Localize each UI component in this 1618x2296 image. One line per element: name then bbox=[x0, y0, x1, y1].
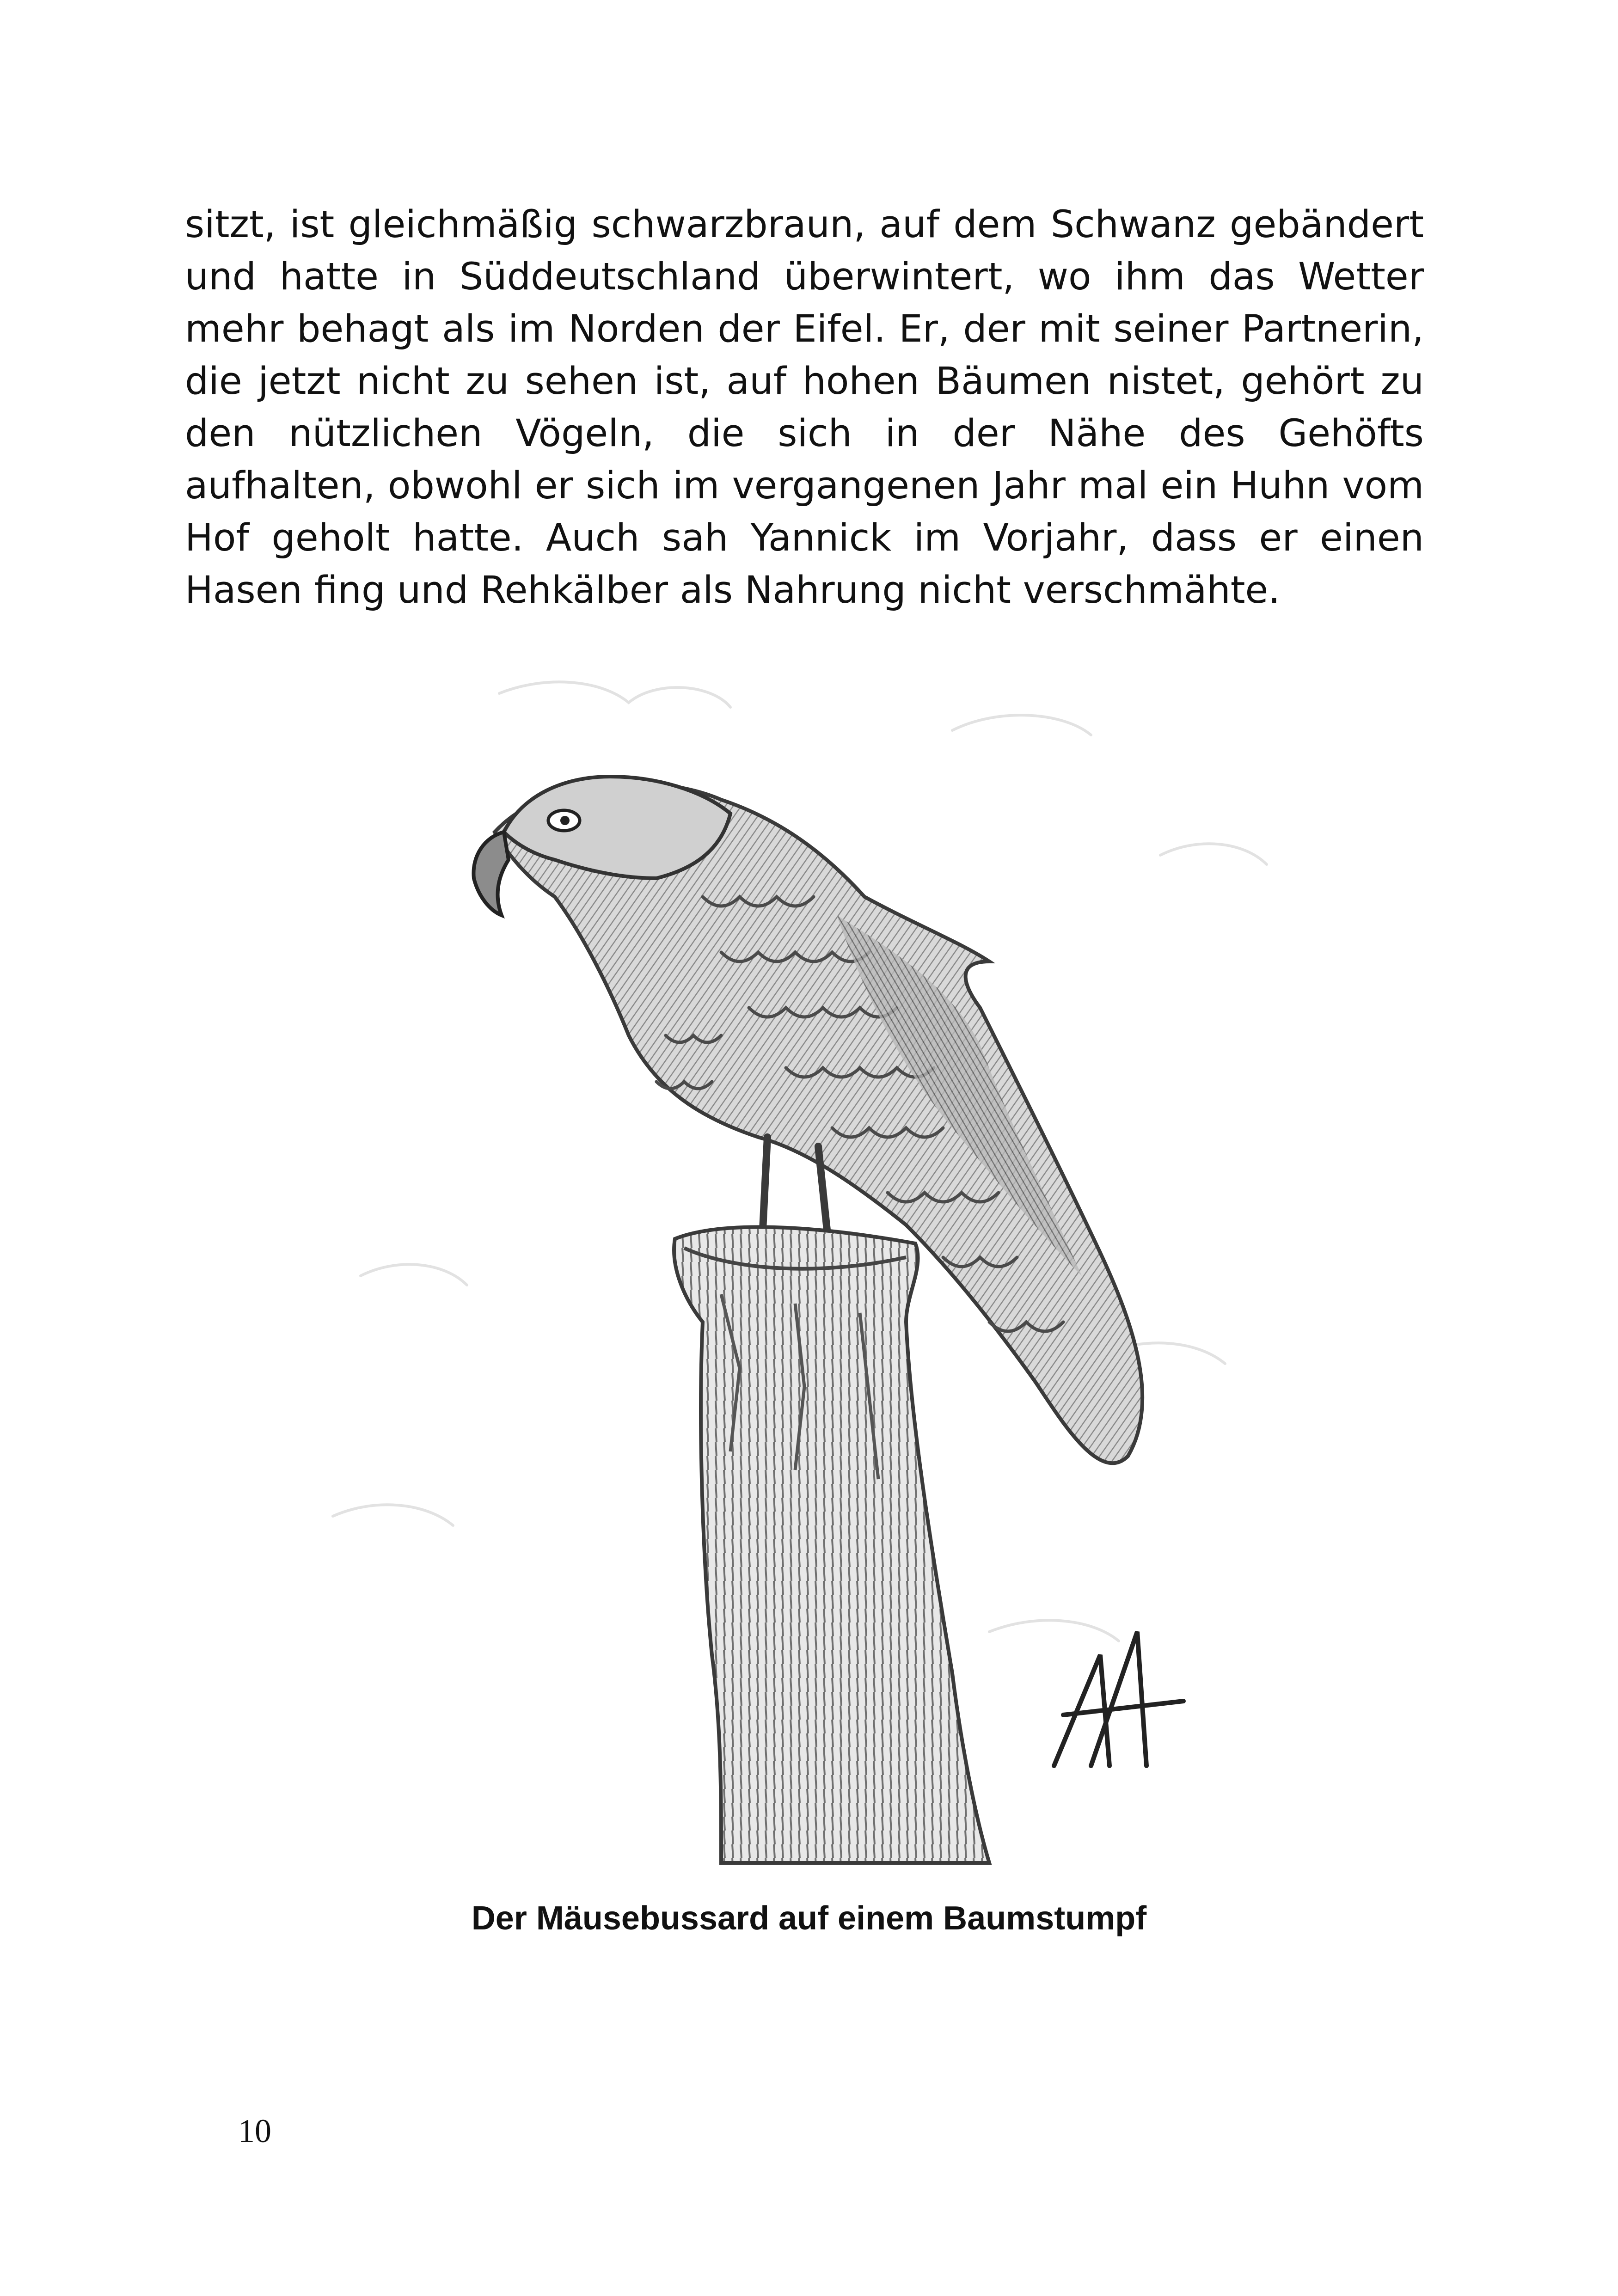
page-number: 10 bbox=[238, 2112, 271, 2149]
body-paragraph: sitzt, ist gleichmäßig schwarzbraun, auf dem Schwanz gebändert und hatte in Süddeutschland überwintert, wo ihm das Wetter mehr behagt als im Norden der Eifel. Er, der mit seiner Partnerin, die jetzt nicht zu sehen ist, auf hohen Bäumen nistet, gehört zu den nützlichen Vögeln, die sich in der Nähe des Gehöfts aufhalten, obwohl er sich im vergangenen Jahr mal ein Huhn vom Hof geholt hatte. Auch sah Yannick im Vorjahr, dass er einen Hasen fing und Rehkälber als Nahrung nicht verschmähte. bbox=[185, 203, 1424, 612]
artist-signature bbox=[1054, 1632, 1183, 1766]
tree-stump bbox=[674, 1227, 989, 1863]
buzzard-illustration bbox=[305, 638, 1350, 1867]
buzzard-sketch bbox=[305, 638, 1350, 1867]
figure-caption: Der Mäusebussard auf einem Baumstumpf bbox=[471, 1900, 1147, 1937]
beak bbox=[473, 832, 509, 915]
